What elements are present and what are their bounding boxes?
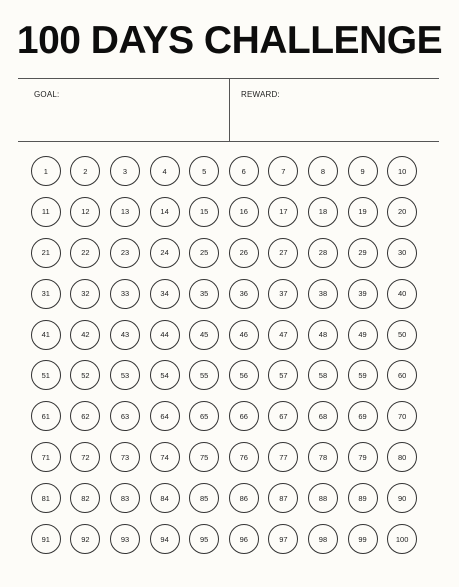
day-circle-27[interactable]: 27 — [268, 238, 298, 268]
day-circle-84[interactable]: 84 — [150, 483, 180, 513]
day-circle-53[interactable]: 53 — [110, 360, 140, 390]
day-circle-98[interactable]: 98 — [308, 524, 338, 554]
day-circle-43[interactable]: 43 — [110, 320, 140, 350]
day-circle-3[interactable]: 3 — [110, 156, 140, 186]
day-circle-90[interactable]: 90 — [387, 483, 417, 513]
day-circle-10[interactable]: 10 — [387, 156, 417, 186]
day-circle-81[interactable]: 81 — [31, 483, 61, 513]
day-circle-51[interactable]: 51 — [31, 360, 61, 390]
day-circle-55[interactable]: 55 — [189, 360, 219, 390]
day-circle-59[interactable]: 59 — [348, 360, 378, 390]
day-circle-96[interactable]: 96 — [229, 524, 259, 554]
day-circle-66[interactable]: 66 — [229, 401, 259, 431]
day-circle-48[interactable]: 48 — [308, 320, 338, 350]
day-circle-35[interactable]: 35 — [189, 279, 219, 309]
day-circle-75[interactable]: 75 — [189, 442, 219, 472]
day-circle-46[interactable]: 46 — [229, 320, 259, 350]
day-circle-23[interactable]: 23 — [110, 238, 140, 268]
day-circle-15[interactable]: 15 — [189, 197, 219, 227]
goal-label: GOAL: — [34, 90, 60, 99]
day-circle-97[interactable]: 97 — [268, 524, 298, 554]
day-circle-74[interactable]: 74 — [150, 442, 180, 472]
reward-label: REWARD: — [241, 90, 280, 99]
day-circle-93[interactable]: 93 — [110, 524, 140, 554]
day-circle-61[interactable]: 61 — [31, 401, 61, 431]
day-circle-33[interactable]: 33 — [110, 279, 140, 309]
day-circle-32[interactable]: 32 — [70, 279, 100, 309]
day-circle-72[interactable]: 72 — [70, 442, 100, 472]
day-circle-62[interactable]: 62 — [70, 401, 100, 431]
day-circle-69[interactable]: 69 — [348, 401, 378, 431]
day-circle-30[interactable]: 30 — [387, 238, 417, 268]
day-circle-79[interactable]: 79 — [348, 442, 378, 472]
day-circle-28[interactable]: 28 — [308, 238, 338, 268]
day-circle-44[interactable]: 44 — [150, 320, 180, 350]
day-circle-8[interactable]: 8 — [308, 156, 338, 186]
day-circle-63[interactable]: 63 — [110, 401, 140, 431]
day-circle-83[interactable]: 83 — [110, 483, 140, 513]
day-circle-36[interactable]: 36 — [229, 279, 259, 309]
day-circle-40[interactable]: 40 — [387, 279, 417, 309]
day-circle-6[interactable]: 6 — [229, 156, 259, 186]
day-circle-1[interactable]: 1 — [31, 156, 61, 186]
day-circle-16[interactable]: 16 — [229, 197, 259, 227]
day-circle-17[interactable]: 17 — [268, 197, 298, 227]
day-circle-24[interactable]: 24 — [150, 238, 180, 268]
day-circle-85[interactable]: 85 — [189, 483, 219, 513]
day-circle-13[interactable]: 13 — [110, 197, 140, 227]
day-circle-73[interactable]: 73 — [110, 442, 140, 472]
day-circle-68[interactable]: 68 — [308, 401, 338, 431]
day-circle-12[interactable]: 12 — [70, 197, 100, 227]
day-circle-47[interactable]: 47 — [268, 320, 298, 350]
day-circle-7[interactable]: 7 — [268, 156, 298, 186]
day-circle-100[interactable]: 100 — [387, 524, 417, 554]
field-divider — [229, 78, 230, 141]
day-circle-22[interactable]: 22 — [70, 238, 100, 268]
day-circle-58[interactable]: 58 — [308, 360, 338, 390]
day-circle-34[interactable]: 34 — [150, 279, 180, 309]
day-circle-92[interactable]: 92 — [70, 524, 100, 554]
day-circle-2[interactable]: 2 — [70, 156, 100, 186]
day-circle-4[interactable]: 4 — [150, 156, 180, 186]
day-circle-60[interactable]: 60 — [387, 360, 417, 390]
day-circle-54[interactable]: 54 — [150, 360, 180, 390]
day-circle-67[interactable]: 67 — [268, 401, 298, 431]
day-circle-64[interactable]: 64 — [150, 401, 180, 431]
day-circle-71[interactable]: 71 — [31, 442, 61, 472]
day-circle-9[interactable]: 9 — [348, 156, 378, 186]
day-circle-91[interactable]: 91 — [31, 524, 61, 554]
day-circle-77[interactable]: 77 — [268, 442, 298, 472]
day-circle-5[interactable]: 5 — [189, 156, 219, 186]
fields-divider — [18, 141, 439, 142]
day-circle-78[interactable]: 78 — [308, 442, 338, 472]
day-circle-82[interactable]: 82 — [70, 483, 100, 513]
day-circle-19[interactable]: 19 — [348, 197, 378, 227]
day-circle-42[interactable]: 42 — [70, 320, 100, 350]
day-circle-26[interactable]: 26 — [229, 238, 259, 268]
day-tracker-grid — [30, 156, 438, 565]
day-circle-57[interactable]: 57 — [268, 360, 298, 390]
day-circle-37[interactable]: 37 — [268, 279, 298, 309]
day-circle-86[interactable]: 86 — [229, 483, 259, 513]
day-circle-49[interactable]: 49 — [348, 320, 378, 350]
day-circle-39[interactable]: 39 — [348, 279, 378, 309]
day-circle-99[interactable]: 99 — [348, 524, 378, 554]
day-circle-45[interactable]: 45 — [189, 320, 219, 350]
day-circle-65[interactable]: 65 — [189, 401, 219, 431]
day-circle-29[interactable]: 29 — [348, 238, 378, 268]
day-circle-18[interactable]: 18 — [308, 197, 338, 227]
day-circle-38[interactable]: 38 — [308, 279, 338, 309]
day-circle-89[interactable]: 89 — [348, 483, 378, 513]
day-circle-52[interactable]: 52 — [70, 360, 100, 390]
day-circle-41[interactable]: 41 — [31, 320, 61, 350]
day-circle-70[interactable]: 70 — [387, 401, 417, 431]
day-circle-56[interactable]: 56 — [229, 360, 259, 390]
day-circle-25[interactable]: 25 — [189, 238, 219, 268]
day-circle-76[interactable]: 76 — [229, 442, 259, 472]
day-circle-88[interactable]: 88 — [308, 483, 338, 513]
day-circle-11[interactable]: 11 — [31, 197, 61, 227]
page-title: 100 DAYS CHALLENGE — [16, 19, 443, 62]
day-circle-21[interactable]: 21 — [31, 238, 61, 268]
day-circle-50[interactable]: 50 — [387, 320, 417, 350]
day-circle-14[interactable]: 14 — [150, 197, 180, 227]
day-circle-87[interactable]: 87 — [268, 483, 298, 513]
day-circle-31[interactable]: 31 — [31, 279, 61, 309]
day-circle-20[interactable]: 20 — [387, 197, 417, 227]
day-circle-95[interactable]: 95 — [189, 524, 219, 554]
day-circle-94[interactable]: 94 — [150, 524, 180, 554]
day-circle-80[interactable]: 80 — [387, 442, 417, 472]
